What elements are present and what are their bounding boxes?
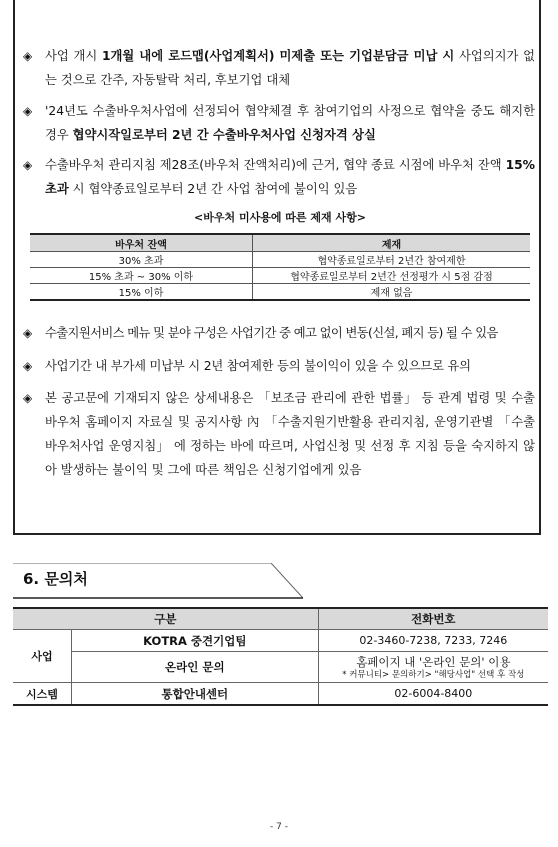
table-row bbox=[13, 683, 548, 706]
sanction-table-title: <바우처 미사용에 따른 제재 사항> bbox=[194, 211, 366, 224]
sanction-header-balance: 바우처 잔액 bbox=[30, 234, 253, 252]
phone-cell: 02-6004-8400 bbox=[318, 683, 548, 706]
page-number: - 7 - bbox=[270, 822, 288, 832]
section-title: 6. 문의처 bbox=[23, 570, 88, 588]
notice-text: '24년도 수출바우처사업에 선정되어 협약체결 후 참여기업의 사정으로 협약을 중도 해지한 경우 협약시작일로부터 2년 간 수출바우처사업 신청자격 상실 bbox=[45, 104, 535, 142]
notice-text: 사업기간 내 부가세 미납부 시 2년 참여제한 등의 불이익이 있을 수 있으므로 유의 bbox=[45, 359, 471, 373]
notice-text: 사업 개시 1개월 내에 로드맵(사업계획서) 미제출 또는 기업분담금 미납 시 사업의지가 없는 것으로 간주, 자동탈락 처리, 후보기업 대체 bbox=[45, 49, 536, 87]
table-row bbox=[13, 630, 548, 652]
department-cell: KOTRA 중견기업팀 bbox=[72, 630, 319, 652]
notice-item bbox=[23, 321, 535, 345]
balance-cell: 15% 초과 ~ 30% 이하 bbox=[30, 268, 253, 284]
notice-text: 본 공고문에 기재되지 않은 상세내용은 「보조금 관리에 관한 법률」 등 관계 법령 및 수출바우처 홈페이지 자료실 및 공지사항 內 「수출지원기반활용 관리지침, 운영기관별 「수출바우처사업 운영지침」 에 정하는 바에 따르며, 사업신청 및 선정 후 지침 등을 숙지하지 않아 발생하는 불이익 및 그에 따른 책임은 신청기업에게 있음 bbox=[45, 391, 535, 477]
balance-cell: 30% 초과 bbox=[30, 252, 253, 268]
sanction-header-penalty: 제재 bbox=[253, 234, 531, 252]
department-cell: 통합안내센터 bbox=[72, 683, 319, 706]
notice-item bbox=[23, 354, 535, 378]
notice-text: 수출지원서비스 메뉴 및 분야 구성은 사업기간 중 예고 없이 변동(신설, 폐지 등) 될 수 있음 bbox=[45, 326, 498, 340]
diamond-bullet-icon: ◈ bbox=[23, 49, 33, 63]
table-row bbox=[30, 268, 530, 284]
sanction-table bbox=[30, 233, 530, 301]
table-row bbox=[13, 652, 548, 683]
balance-cell: 15% 이하 bbox=[30, 284, 253, 301]
phone-cell bbox=[318, 652, 548, 683]
phone-note-text: * 커뮤니티> 문의하기> "해당사업" 선택 후 작성 bbox=[342, 669, 525, 680]
notice-item bbox=[23, 386, 535, 482]
phone-cell: 02-3460-7238, 7233, 7246 bbox=[318, 630, 548, 652]
notice-text: 수출바우처 관리지침 제28조(바우처 잔액처리)에 근거, 협약 종료 시점에 바우처 잔액 15% 초과 시 협약종료일로부터 2년 간 사업 참여에 불이익 있음 bbox=[45, 158, 535, 196]
contact-table bbox=[13, 607, 548, 706]
section-heading bbox=[13, 563, 303, 599]
penalty-cell: 협약종료일로부터 2년간 참여제한 bbox=[253, 252, 531, 268]
contact-header-category: 구분 bbox=[13, 608, 318, 630]
penalty-cell: 제재 없음 bbox=[253, 284, 531, 301]
category-cell: 사업 bbox=[13, 630, 72, 683]
notice-item bbox=[23, 99, 535, 147]
diamond-bullet-icon: ◈ bbox=[23, 391, 33, 405]
department-cell: 온라인 문의 bbox=[72, 652, 319, 683]
contact-header-phone: 전화번호 bbox=[318, 608, 548, 630]
diamond-bullet-icon: ◈ bbox=[23, 326, 33, 340]
diamond-bullet-icon: ◈ bbox=[23, 104, 33, 118]
diamond-bullet-icon: ◈ bbox=[23, 158, 33, 172]
penalty-cell: 협약종료일로부터 2년간 선정평가 시 5점 감점 bbox=[253, 268, 531, 284]
table-row bbox=[30, 252, 530, 268]
phone-main-text: 홈페이지 내 '온라인 문의' 이용 bbox=[356, 654, 511, 669]
notice-item bbox=[23, 44, 535, 92]
diamond-bullet-icon: ◈ bbox=[23, 359, 33, 373]
notice-item bbox=[23, 153, 535, 201]
category-cell: 시스템 bbox=[13, 683, 72, 706]
table-row bbox=[30, 284, 530, 301]
